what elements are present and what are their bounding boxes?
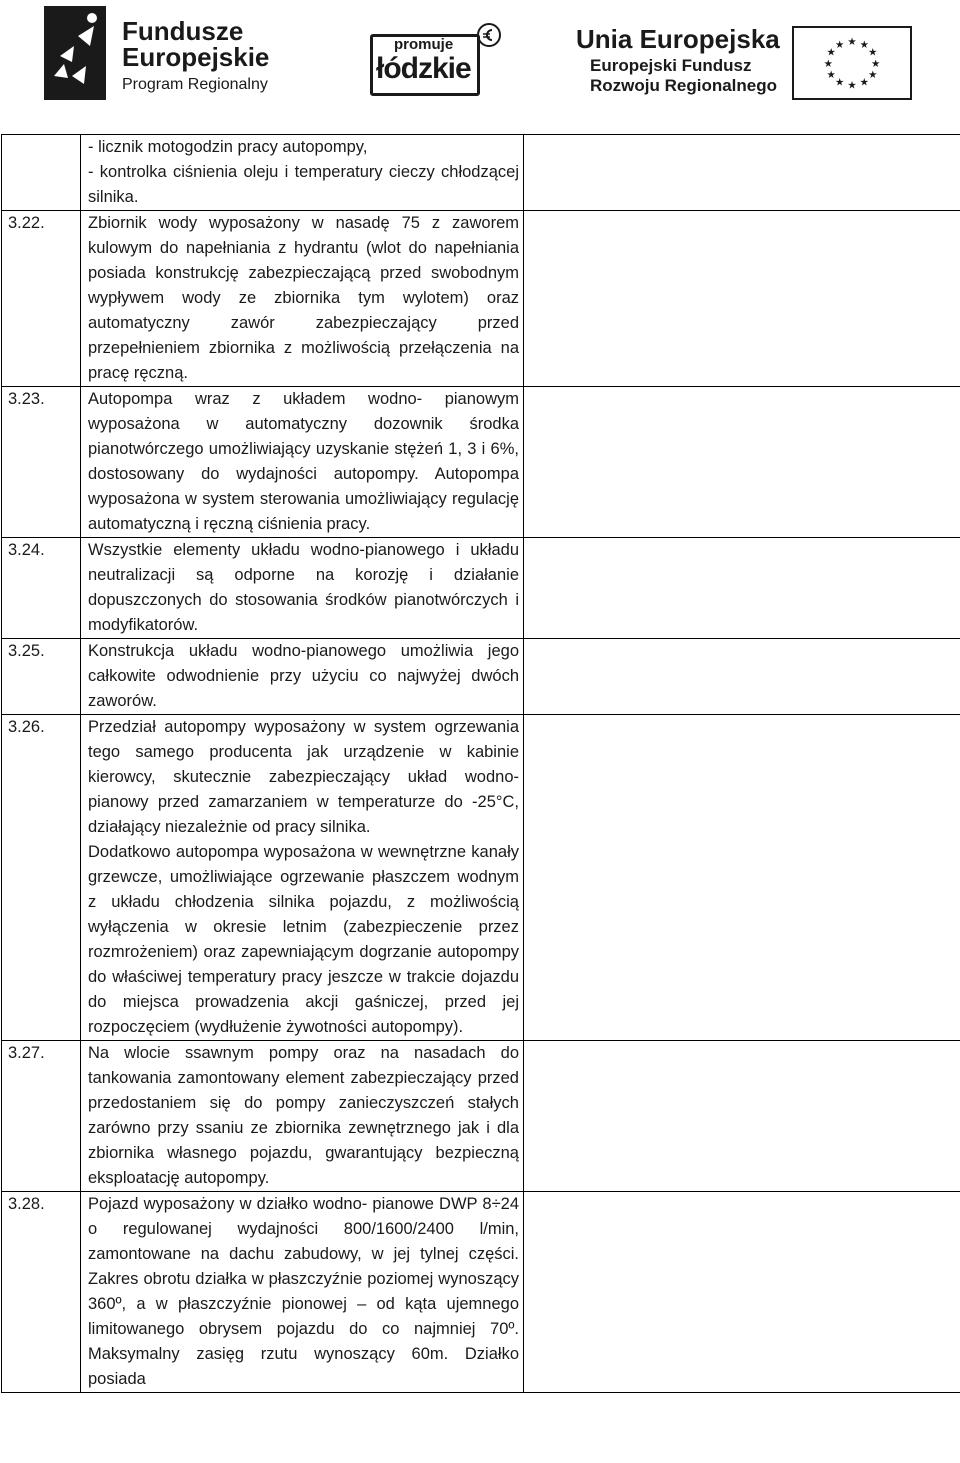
euro-coin-icon bbox=[476, 22, 502, 48]
row-answer-cell bbox=[524, 715, 960, 1041]
fe-logo-line3: Program Regionalny bbox=[122, 76, 268, 93]
row-description bbox=[81, 135, 524, 211]
table-row bbox=[2, 1192, 960, 1393]
table-row bbox=[2, 135, 960, 211]
description-paragraph: - licznik motogodzin pracy autopompy, bbox=[88, 138, 368, 156]
row-number: 3.26. bbox=[2, 715, 81, 1041]
specification-table bbox=[1, 134, 960, 1393]
ue-logo-line1: Unia Europejska bbox=[576, 24, 780, 54]
row-number: 3.27. bbox=[2, 1041, 81, 1192]
description-paragraph: Przedział autopompy wyposażony w system ogrzewania tego samego producenta jak urządzenie w kabinie kierowcy, skutecznie zabezpieczający układ wodno-pianowy przed zamarzaniem w temperaturze do -25°C, działający niezależnie od pracy silnika. bbox=[88, 718, 519, 836]
table-row bbox=[2, 639, 960, 715]
row-answer-cell bbox=[524, 1041, 960, 1192]
row-number: 3.24. bbox=[2, 538, 81, 639]
svg-text:★: ★ bbox=[823, 57, 834, 70]
fundusze-europejskie-star-icon bbox=[44, 6, 106, 100]
table-row bbox=[2, 715, 960, 1041]
description-paragraph: Pojazd wyposażony w działko wodno- pianowe DWP 8÷24 o regulowanej wydajności 800/1600/2400 l/min, zamontowane na dachu zabudowy, w jej tylnej części. Zakres obrotu działka w płaszczyźnie poziomej wynoszący 360º, a w płaszczyźnie pionowej – od kąta ujemnego limitowanego obrysem pojazdu do co najmniej 70º. Maksymalny zasięg rzutu wynoszący 60m. Działko posiada bbox=[88, 1195, 519, 1388]
page-header bbox=[0, 0, 960, 112]
description-paragraph: - kontrolka ciśnienia oleju i temperatury cieczy chłodzącej silnika. bbox=[88, 163, 519, 206]
row-number: 3.22. bbox=[2, 211, 81, 387]
svg-text:★: ★ bbox=[826, 69, 836, 82]
row-number: 3.23. bbox=[2, 387, 81, 538]
fe-logo-line2: Europejskie bbox=[122, 42, 270, 72]
row-answer-cell bbox=[524, 538, 960, 639]
lodzkie-text: łódzkie bbox=[376, 52, 471, 85]
table-row bbox=[2, 387, 960, 538]
row-answer-cell bbox=[524, 211, 960, 387]
svg-text:★: ★ bbox=[859, 76, 869, 89]
svg-text:★: ★ bbox=[868, 69, 878, 82]
row-description bbox=[81, 639, 524, 715]
promuje-lodzkie-logo bbox=[370, 22, 506, 102]
svg-text:★: ★ bbox=[835, 76, 845, 89]
row-description bbox=[81, 1192, 524, 1393]
unia-europejska-logo bbox=[576, 20, 916, 100]
description-paragraph: Wszystkie elementy układu wodno-pianowego i układu neutralizacji są odporne na korozję i działanie dopuszczonych do stosowania środków pianotwórczych i modyfikatorów. bbox=[88, 541, 519, 634]
description-paragraph: Dodatkowo autopompa wyposażona w wewnętrzne kanały grzewcze, umożliwiające ogrzewanie płaszczem wodnym z układu chłodzenia silnika pojazdu, z możliwością wyłączenia w okresie letnim (zabezpieczenie przez rozmrożeniem) oraz zapewniającym dogrzanie autopompy do właściwej temperatury pracy jeszcze w trakcie dojazdu do miejsca prowadzenia akcji gaśniczej, przed jej rozpoczęciem (wydłużenie żywotności autopompy). bbox=[88, 843, 519, 1036]
svg-text:★: ★ bbox=[835, 38, 845, 51]
row-description bbox=[81, 538, 524, 639]
svg-text:★: ★ bbox=[826, 46, 836, 59]
ue-logo-line2: Europejski Fundusz bbox=[590, 56, 752, 75]
table-row bbox=[2, 211, 960, 387]
fe-logo-line1: Fundusze bbox=[122, 16, 244, 46]
row-number: 3.25. bbox=[2, 639, 81, 715]
description-paragraph: Autopompa wraz z układem wodno- pianowym wyposażona w automatyczny dozownik środka pianotwórczego umożliwiający uzyskanie stężeń 1, 3 i 6%, dostosowany do wydajności autopompy. Autopompa wyposażona w system sterowania umożliwiający regulację automatyczną i ręczną ciśnienia pracy. bbox=[88, 390, 519, 533]
svg-text:★: ★ bbox=[868, 46, 878, 59]
row-description bbox=[81, 387, 524, 538]
row-description bbox=[81, 211, 524, 387]
description-paragraph: Zbiornik wody wyposażony w nasadę 75 z zaworem kulowym do napełniania z hydrantu (wlot do napełniania posiada konstrukcję zabezpieczającą przed swobodnym wypływem wody ze zbiornika tym wylotem) oraz automatyczny zawór zabezpieczający przed przepełnieniem zbiornika z możliwością przełączenia na pracę ręczną. bbox=[88, 214, 519, 382]
promuje-text: promuje bbox=[394, 36, 454, 53]
svg-text:★: ★ bbox=[847, 36, 857, 49]
row-number bbox=[2, 135, 81, 211]
row-answer-cell bbox=[524, 387, 960, 538]
table-row bbox=[2, 538, 960, 639]
table-row bbox=[2, 1041, 960, 1192]
description-paragraph: Konstrukcja układu wodno-pianowego umożliwia jego całkowite odwodnienie przy użyciu co najwyżej dwóch zaworów. bbox=[88, 642, 519, 710]
row-answer-cell bbox=[524, 1192, 960, 1393]
fundusze-europejskie-logo bbox=[44, 6, 294, 102]
row-description bbox=[81, 1041, 524, 1192]
row-description bbox=[81, 715, 524, 1041]
row-answer-cell bbox=[524, 639, 960, 715]
svg-text:★: ★ bbox=[847, 79, 857, 92]
description-paragraph: Na wlocie ssawnym pompy oraz na nasadach do tankowania zamontowany element zabezpieczający przed przedostaniem się do pompy zanieczyszczeń stałych zarówno przy ssaniu ze zbiornika zewnętrznego jak i dla zbiornika własnego pojazdu, gwarantujący bezpieczną eksploatację autopompy. bbox=[88, 1044, 519, 1187]
row-answer-cell bbox=[524, 135, 960, 211]
svg-text:★: ★ bbox=[870, 57, 881, 70]
ue-logo-line3: Rozwoju Regionalnego bbox=[590, 76, 777, 95]
svg-text:★: ★ bbox=[859, 38, 869, 51]
eu-flag-icon bbox=[792, 26, 912, 100]
row-number: 3.28. bbox=[2, 1192, 81, 1393]
